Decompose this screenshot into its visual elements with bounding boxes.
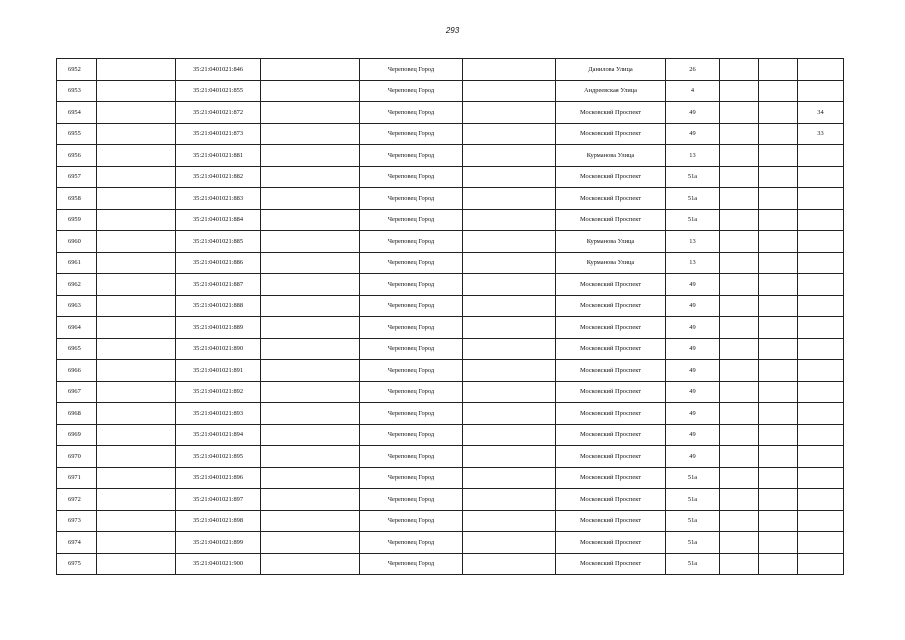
house-number: 49 — [666, 295, 720, 317]
house-number: 51а — [666, 188, 720, 210]
empty-cell — [759, 145, 798, 167]
apartment-number — [798, 231, 844, 253]
apartment-number — [798, 252, 844, 274]
row-number: 6965 — [57, 338, 97, 360]
empty-cell — [261, 403, 360, 425]
empty-cell — [463, 360, 556, 382]
city-cell: Череповец Город — [360, 338, 463, 360]
apartment-number — [798, 489, 844, 511]
empty-cell — [759, 295, 798, 317]
house-number: 49 — [666, 317, 720, 339]
street-cell: Московский Проспект — [556, 102, 666, 124]
row-number: 6966 — [57, 360, 97, 382]
empty-cell — [97, 188, 176, 210]
house-number: 51а — [666, 532, 720, 554]
empty-cell — [759, 188, 798, 210]
city-cell: Череповец Город — [360, 510, 463, 532]
street-cell: Московский Проспект — [556, 446, 666, 468]
empty-cell — [261, 59, 360, 81]
cadastral-number: 35:21:0401021:890 — [176, 338, 261, 360]
empty-cell — [720, 80, 759, 102]
city-cell: Череповец Город — [360, 231, 463, 253]
empty-cell — [97, 102, 176, 124]
apartment-number — [798, 317, 844, 339]
house-number: 51а — [666, 166, 720, 188]
empty-cell — [720, 403, 759, 425]
street-cell: Московский Проспект — [556, 166, 666, 188]
house-number: 51а — [666, 489, 720, 511]
cadastral-number: 35:21:0401021:894 — [176, 424, 261, 446]
apartment-number — [798, 403, 844, 425]
empty-cell — [720, 295, 759, 317]
empty-cell — [261, 532, 360, 554]
empty-cell — [720, 532, 759, 554]
house-number: 49 — [666, 102, 720, 124]
empty-cell — [759, 80, 798, 102]
apartment-number — [798, 338, 844, 360]
empty-cell — [261, 295, 360, 317]
house-number: 49 — [666, 403, 720, 425]
city-cell: Череповец Город — [360, 188, 463, 210]
table-row — [57, 553, 844, 575]
empty-cell — [759, 166, 798, 188]
apartment-number — [798, 274, 844, 296]
row-number: 6962 — [57, 274, 97, 296]
empty-cell — [261, 317, 360, 339]
row-number: 6967 — [57, 381, 97, 403]
empty-cell — [97, 123, 176, 145]
house-number: 26 — [666, 59, 720, 81]
apartment-number — [798, 188, 844, 210]
empty-cell — [97, 381, 176, 403]
empty-cell — [97, 360, 176, 382]
empty-cell — [97, 231, 176, 253]
empty-cell — [97, 145, 176, 167]
row-number: 6953 — [57, 80, 97, 102]
table-row — [57, 123, 844, 145]
empty-cell — [463, 231, 556, 253]
cadastral-number: 35:21:0401021:898 — [176, 510, 261, 532]
empty-cell — [261, 252, 360, 274]
row-number: 6972 — [57, 489, 97, 511]
apartment-number: 34 — [798, 102, 844, 124]
empty-cell — [261, 274, 360, 296]
empty-cell — [463, 295, 556, 317]
table-row — [57, 424, 844, 446]
house-number: 4 — [666, 80, 720, 102]
city-cell: Череповец Город — [360, 274, 463, 296]
table-row — [57, 467, 844, 489]
empty-cell — [720, 381, 759, 403]
empty-cell — [720, 338, 759, 360]
city-cell: Череповец Город — [360, 403, 463, 425]
street-cell: Московский Проспект — [556, 295, 666, 317]
street-cell: Московский Проспект — [556, 467, 666, 489]
city-cell: Череповец Город — [360, 446, 463, 468]
empty-cell — [759, 338, 798, 360]
empty-cell — [97, 80, 176, 102]
row-number: 6958 — [57, 188, 97, 210]
row-number: 6954 — [57, 102, 97, 124]
empty-cell — [261, 188, 360, 210]
empty-cell — [463, 553, 556, 575]
cadastral-number: 35:21:0401021:881 — [176, 145, 261, 167]
house-number: 51а — [666, 510, 720, 532]
cadastral-number: 35:21:0401021:896 — [176, 467, 261, 489]
registry-table — [56, 58, 844, 575]
empty-cell — [463, 209, 556, 231]
street-cell: Московский Проспект — [556, 424, 666, 446]
empty-cell — [97, 446, 176, 468]
house-number: 49 — [666, 424, 720, 446]
cadastral-number: 35:21:0401021:882 — [176, 166, 261, 188]
empty-cell — [720, 489, 759, 511]
empty-cell — [759, 274, 798, 296]
empty-cell — [759, 467, 798, 489]
street-cell: Московский Проспект — [556, 532, 666, 554]
empty-cell — [720, 252, 759, 274]
table-row — [57, 381, 844, 403]
empty-cell — [463, 510, 556, 532]
apartment-number — [798, 295, 844, 317]
house-number: 51а — [666, 553, 720, 575]
apartment-number — [798, 467, 844, 489]
empty-cell — [720, 317, 759, 339]
street-cell: Московский Проспект — [556, 553, 666, 575]
city-cell: Череповец Город — [360, 489, 463, 511]
empty-cell — [463, 338, 556, 360]
street-cell: Курманова Улица — [556, 231, 666, 253]
apartment-number — [798, 59, 844, 81]
table-row — [57, 274, 844, 296]
table-row — [57, 102, 844, 124]
apartment-number — [798, 510, 844, 532]
cadastral-number: 35:21:0401021:897 — [176, 489, 261, 511]
cadastral-number: 35:21:0401021:887 — [176, 274, 261, 296]
empty-cell — [759, 231, 798, 253]
empty-cell — [720, 145, 759, 167]
empty-cell — [261, 166, 360, 188]
page-number: 293 — [445, 26, 460, 35]
empty-cell — [261, 446, 360, 468]
empty-cell — [463, 424, 556, 446]
street-cell: Московский Проспект — [556, 317, 666, 339]
empty-cell — [720, 510, 759, 532]
city-cell: Череповец Город — [360, 59, 463, 81]
city-cell: Череповец Город — [360, 295, 463, 317]
cadastral-number: 35:21:0401021:846 — [176, 59, 261, 81]
table-row — [57, 59, 844, 81]
row-number: 6952 — [57, 59, 97, 81]
house-number: 49 — [666, 360, 720, 382]
empty-cell — [463, 166, 556, 188]
empty-cell — [759, 424, 798, 446]
table-row — [57, 188, 844, 210]
row-number: 6957 — [57, 166, 97, 188]
table-row — [57, 252, 844, 274]
street-cell: Андреевская Улица — [556, 80, 666, 102]
apartment-number — [798, 166, 844, 188]
apartment-number — [798, 446, 844, 468]
empty-cell — [759, 252, 798, 274]
table-row — [57, 532, 844, 554]
house-number: 13 — [666, 252, 720, 274]
house-number: 49 — [666, 381, 720, 403]
street-cell: Данилова Улица — [556, 59, 666, 81]
empty-cell — [759, 532, 798, 554]
row-number: 6971 — [57, 467, 97, 489]
row-number: 6961 — [57, 252, 97, 274]
empty-cell — [720, 59, 759, 81]
empty-cell — [720, 102, 759, 124]
empty-cell — [759, 123, 798, 145]
cadastral-number: 35:21:0401021:872 — [176, 102, 261, 124]
street-cell: Московский Проспект — [556, 360, 666, 382]
empty-cell — [720, 274, 759, 296]
empty-cell — [759, 317, 798, 339]
table-row — [57, 403, 844, 425]
table-row — [57, 209, 844, 231]
street-cell: Московский Проспект — [556, 381, 666, 403]
cadastral-number: 35:21:0401021:889 — [176, 317, 261, 339]
row-number: 6956 — [57, 145, 97, 167]
street-cell: Московский Проспект — [556, 403, 666, 425]
empty-cell — [261, 102, 360, 124]
table-body — [57, 59, 844, 575]
empty-cell — [261, 145, 360, 167]
table-row — [57, 166, 844, 188]
empty-cell — [759, 446, 798, 468]
table-row — [57, 338, 844, 360]
empty-cell — [720, 553, 759, 575]
empty-cell — [261, 424, 360, 446]
empty-cell — [759, 553, 798, 575]
cadastral-number: 35:21:0401021:855 — [176, 80, 261, 102]
empty-cell — [97, 209, 176, 231]
empty-cell — [720, 166, 759, 188]
row-number: 6964 — [57, 317, 97, 339]
row-number: 6970 — [57, 446, 97, 468]
table-row — [57, 489, 844, 511]
city-cell: Череповец Город — [360, 166, 463, 188]
empty-cell — [720, 209, 759, 231]
empty-cell — [463, 102, 556, 124]
cadastral-number: 35:21:0401021:891 — [176, 360, 261, 382]
apartment-number — [798, 80, 844, 102]
row-number: 6959 — [57, 209, 97, 231]
empty-cell — [759, 59, 798, 81]
street-cell: Московский Проспект — [556, 510, 666, 532]
house-number: 13 — [666, 145, 720, 167]
city-cell: Череповец Город — [360, 532, 463, 554]
city-cell: Череповец Город — [360, 424, 463, 446]
cadastral-number: 35:21:0401021:873 — [176, 123, 261, 145]
empty-cell — [463, 446, 556, 468]
cadastral-number: 35:21:0401021:883 — [176, 188, 261, 210]
empty-cell — [97, 59, 176, 81]
cadastral-number: 35:21:0401021:893 — [176, 403, 261, 425]
empty-cell — [463, 274, 556, 296]
house-number: 13 — [666, 231, 720, 253]
street-cell: Московский Проспект — [556, 274, 666, 296]
empty-cell — [97, 467, 176, 489]
row-number: 6968 — [57, 403, 97, 425]
street-cell: Курманова Улица — [556, 252, 666, 274]
empty-cell — [261, 510, 360, 532]
street-cell: Московский Проспект — [556, 188, 666, 210]
empty-cell — [463, 467, 556, 489]
row-number: 6973 — [57, 510, 97, 532]
apartment-number — [798, 424, 844, 446]
empty-cell — [261, 231, 360, 253]
empty-cell — [720, 123, 759, 145]
city-cell: Череповец Город — [360, 145, 463, 167]
empty-cell — [759, 489, 798, 511]
empty-cell — [261, 360, 360, 382]
empty-cell — [463, 489, 556, 511]
table-row — [57, 80, 844, 102]
empty-cell — [759, 102, 798, 124]
empty-cell — [261, 489, 360, 511]
empty-cell — [463, 59, 556, 81]
table-row — [57, 360, 844, 382]
city-cell: Череповец Город — [360, 360, 463, 382]
city-cell: Череповец Город — [360, 209, 463, 231]
house-number: 49 — [666, 274, 720, 296]
table-row — [57, 295, 844, 317]
empty-cell — [463, 532, 556, 554]
empty-cell — [97, 317, 176, 339]
cadastral-number: 35:21:0401021:895 — [176, 446, 261, 468]
empty-cell — [463, 80, 556, 102]
city-cell: Череповец Город — [360, 317, 463, 339]
city-cell: Череповец Город — [360, 80, 463, 102]
street-cell: Московский Проспект — [556, 209, 666, 231]
empty-cell — [463, 145, 556, 167]
empty-cell — [97, 532, 176, 554]
empty-cell — [463, 381, 556, 403]
house-number: 49 — [666, 338, 720, 360]
empty-cell — [759, 209, 798, 231]
empty-cell — [97, 510, 176, 532]
apartment-number — [798, 553, 844, 575]
empty-cell — [720, 467, 759, 489]
row-number: 6974 — [57, 532, 97, 554]
empty-cell — [463, 317, 556, 339]
table-row — [57, 231, 844, 253]
empty-cell — [97, 424, 176, 446]
apartment-number — [798, 360, 844, 382]
table-row — [57, 145, 844, 167]
street-cell: Московский Проспект — [556, 338, 666, 360]
empty-cell — [261, 338, 360, 360]
empty-cell — [97, 403, 176, 425]
empty-cell — [261, 123, 360, 145]
empty-cell — [97, 489, 176, 511]
cadastral-number: 35:21:0401021:899 — [176, 532, 261, 554]
empty-cell — [261, 381, 360, 403]
empty-cell — [720, 188, 759, 210]
cadastral-number: 35:21:0401021:885 — [176, 231, 261, 253]
empty-cell — [261, 467, 360, 489]
empty-cell — [759, 360, 798, 382]
row-number: 6969 — [57, 424, 97, 446]
city-cell: Череповец Город — [360, 102, 463, 124]
empty-cell — [463, 403, 556, 425]
row-number: 6963 — [57, 295, 97, 317]
city-cell: Череповец Город — [360, 252, 463, 274]
empty-cell — [720, 446, 759, 468]
empty-cell — [720, 360, 759, 382]
empty-cell — [720, 231, 759, 253]
apartment-number — [798, 209, 844, 231]
city-cell: Череповец Город — [360, 467, 463, 489]
street-cell: Московский Проспект — [556, 123, 666, 145]
empty-cell — [261, 80, 360, 102]
cadastral-number: 35:21:0401021:892 — [176, 381, 261, 403]
house-number: 51а — [666, 467, 720, 489]
apartment-number — [798, 532, 844, 554]
empty-cell — [759, 381, 798, 403]
house-number: 51а — [666, 209, 720, 231]
empty-cell — [720, 424, 759, 446]
row-number: 6955 — [57, 123, 97, 145]
empty-cell — [261, 553, 360, 575]
cadastral-number: 35:21:0401021:900 — [176, 553, 261, 575]
empty-cell — [759, 510, 798, 532]
apartment-number — [798, 145, 844, 167]
empty-cell — [759, 403, 798, 425]
cadastral-number: 35:21:0401021:888 — [176, 295, 261, 317]
cadastral-number: 35:21:0401021:884 — [176, 209, 261, 231]
table-row — [57, 510, 844, 532]
apartment-number — [798, 381, 844, 403]
empty-cell — [97, 166, 176, 188]
street-cell: Московский Проспект — [556, 489, 666, 511]
house-number: 49 — [666, 446, 720, 468]
empty-cell — [97, 252, 176, 274]
empty-cell — [463, 123, 556, 145]
cadastral-number: 35:21:0401021:886 — [176, 252, 261, 274]
table-row — [57, 317, 844, 339]
empty-cell — [97, 295, 176, 317]
city-cell: Череповец Город — [360, 553, 463, 575]
empty-cell — [463, 188, 556, 210]
table-row — [57, 446, 844, 468]
street-cell: Курманова Улица — [556, 145, 666, 167]
empty-cell — [97, 274, 176, 296]
apartment-number: 33 — [798, 123, 844, 145]
empty-cell — [261, 209, 360, 231]
city-cell: Череповец Город — [360, 123, 463, 145]
empty-cell — [97, 338, 176, 360]
row-number: 6960 — [57, 231, 97, 253]
row-number: 6975 — [57, 553, 97, 575]
city-cell: Череповец Город — [360, 381, 463, 403]
empty-cell — [463, 252, 556, 274]
house-number: 49 — [666, 123, 720, 145]
empty-cell — [97, 553, 176, 575]
